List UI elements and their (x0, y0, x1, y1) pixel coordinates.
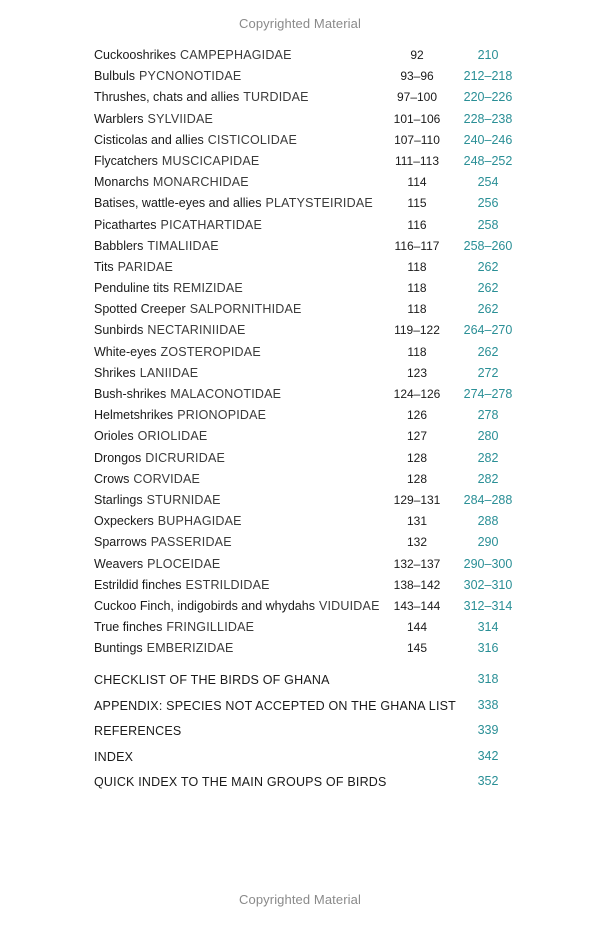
contents-row[interactable] (94, 597, 534, 618)
entry-name (94, 90, 309, 104)
family-name: PLOCEIDAE (147, 556, 221, 571)
entry-name (94, 218, 262, 232)
plate-numbers: 145 (406, 641, 428, 656)
family-name: CAMPEPHAGIDAE (179, 48, 292, 62)
contents-row[interactable] (94, 512, 534, 533)
plate-numbers: 118 (407, 259, 427, 274)
entry-name (94, 133, 297, 147)
back-matter-row[interactable] (94, 721, 534, 747)
contents-row[interactable] (94, 131, 534, 152)
family-name: SALPORNITHIDAE (189, 302, 302, 317)
family-name: BUPHAGIDAE (157, 514, 242, 529)
plate-numbers: 118 (407, 344, 427, 359)
page-numbers[interactable]: 248–252 (463, 153, 513, 168)
page-numbers[interactable]: 282 (477, 450, 499, 465)
common-name: Buntings (94, 641, 143, 656)
entry-name (94, 493, 221, 507)
contents-row[interactable] (94, 152, 534, 173)
family-name: PASSERIDAE (150, 535, 232, 550)
page-numbers[interactable]: 256 (477, 196, 499, 211)
contents-row[interactable] (94, 470, 534, 491)
page-numbers[interactable]: 316 (477, 641, 499, 656)
back-matter-row[interactable] (94, 696, 534, 722)
family-name: PLATYSTEIRIDAE (265, 196, 373, 211)
common-name: Sunbirds (94, 323, 144, 338)
entry-name (94, 557, 220, 571)
page-numbers[interactable]: 258–260 (463, 238, 513, 253)
entry-name (94, 175, 249, 189)
family-name: ORIOLIDAE (137, 429, 208, 444)
plate-numbers: 107–110 (394, 132, 440, 147)
entry-name (94, 620, 254, 634)
contents-row[interactable] (94, 300, 534, 321)
contents-row[interactable] (94, 67, 534, 88)
plate-numbers: 116 (407, 217, 427, 232)
contents-row[interactable] (94, 216, 534, 237)
contents-row[interactable] (94, 321, 534, 342)
page-numbers[interactable]: 262 (477, 281, 499, 296)
page-numbers[interactable]: 210 (477, 48, 499, 62)
contents-row[interactable] (94, 576, 534, 597)
page-numbers[interactable]: 312–314 (463, 598, 513, 613)
plate-numbers: 97–100 (396, 90, 438, 105)
common-name: Oxpeckers (94, 514, 154, 529)
entry-name (94, 196, 373, 210)
plate-numbers: 132–137 (393, 556, 441, 571)
plate-numbers: 131 (406, 514, 428, 529)
entry-name (94, 281, 243, 295)
back-matter-title: INDEX (94, 749, 134, 764)
plate-numbers: 143–144 (393, 598, 441, 613)
common-name: Drongos (94, 450, 142, 465)
plate-numbers: 111–113 (394, 153, 440, 168)
entry-name (94, 112, 213, 126)
back-matter-page[interactable]: 352 (477, 774, 499, 788)
page-numbers[interactable]: 290–300 (463, 556, 513, 571)
entry-name (94, 302, 302, 316)
common-name: Babblers (94, 238, 144, 253)
contents-row[interactable] (94, 110, 534, 131)
back-matter-row[interactable] (94, 747, 534, 773)
common-name: Warblers (94, 111, 144, 126)
family-name: PICATHARTIDAE (160, 217, 262, 232)
plate-numbers: 124–126 (393, 387, 441, 401)
entry-name (94, 323, 246, 337)
common-name: True finches (94, 620, 163, 635)
entry-name (94, 154, 259, 168)
plate-numbers: 93–96 (400, 69, 434, 84)
page-numbers[interactable]: 220–226 (463, 90, 513, 105)
plate-numbers: 118 (407, 281, 427, 296)
family-name: CISTICOLIDAE (207, 132, 298, 147)
page-numbers[interactable]: 274–278 (463, 387, 513, 401)
contents-row[interactable] (94, 618, 534, 639)
common-name: Weavers (94, 556, 144, 571)
back-matter-row[interactable] (94, 772, 534, 798)
contents-list (94, 46, 534, 660)
entry-name (94, 472, 200, 486)
family-name: NECTARINIIDAE (147, 323, 246, 338)
family-name: TURDIDAE (243, 90, 309, 105)
contents-row[interactable] (94, 194, 534, 215)
entry-name (94, 514, 242, 528)
page-numbers[interactable]: 314 (477, 620, 499, 635)
back-matter-title: REFERENCES (94, 724, 182, 738)
page-numbers[interactable]: 262 (477, 259, 499, 274)
contents-row[interactable] (94, 237, 534, 258)
back-matter-title: QUICK INDEX TO THE MAIN GROUPS OF BIRDS (94, 775, 387, 789)
contents-row[interactable] (94, 427, 534, 448)
entry-name (94, 239, 219, 253)
contents-row[interactable] (94, 639, 534, 660)
page-numbers[interactable]: 302–310 (463, 577, 513, 592)
entry-name (94, 599, 380, 613)
page-numbers[interactable]: 278 (477, 408, 499, 423)
family-name: PRIONOPIDAE (177, 408, 267, 423)
common-name: Cisticolas and allies (94, 132, 204, 147)
common-name: Sparrows (94, 535, 147, 550)
contents-row[interactable] (94, 555, 534, 576)
back-matter-page[interactable]: 338 (477, 697, 499, 712)
back-matter-page[interactable]: 342 (477, 748, 499, 763)
plate-numbers: 128 (406, 450, 428, 465)
page-numbers[interactable]: 212–218 (463, 69, 513, 84)
page-numbers[interactable]: 228–238 (463, 111, 513, 126)
plate-numbers: 119–122 (394, 323, 440, 338)
plate-numbers: 101–106 (393, 111, 441, 126)
back-matter-title: APPENDIX: SPECIES NOT ACCEPTED ON THE GHANA LIST (94, 698, 457, 713)
common-name: White-eyes (94, 344, 157, 359)
page-numbers[interactable]: 282 (477, 471, 499, 486)
page-numbers[interactable]: 258 (477, 217, 499, 232)
page-numbers[interactable]: 284–288 (463, 492, 513, 507)
family-name: REMIZIDAE (173, 281, 243, 296)
common-name: Crows (94, 471, 130, 486)
family-name: TIMALIIDAE (147, 238, 219, 253)
plate-numbers: 126 (406, 408, 428, 423)
family-name: MONARCHIDAE (152, 175, 249, 190)
plate-numbers: 123 (406, 365, 428, 380)
entry-name (94, 451, 225, 465)
family-name: EMBERIZIDAE (146, 641, 234, 656)
plate-numbers: 92 (410, 48, 424, 62)
entry-name (94, 69, 241, 83)
family-name: ZOSTEROPIDAE (160, 344, 261, 359)
page-numbers[interactable]: 290 (477, 535, 499, 550)
common-name: Tits (94, 259, 114, 274)
family-name: STURNIDAE (146, 492, 221, 507)
family-name: LANIIDAE (139, 365, 199, 380)
entry-name (94, 260, 173, 274)
common-name: Monarchs (94, 175, 149, 190)
contents-row[interactable] (94, 385, 534, 406)
plate-numbers: 116–117 (394, 238, 440, 253)
back-matter-page[interactable]: 339 (477, 723, 499, 737)
copyright-watermark-bottom: Copyrighted Material (239, 892, 361, 907)
copyright-watermark-top: Copyrighted Material (239, 16, 361, 31)
page-numbers[interactable]: 240–246 (463, 132, 513, 147)
family-name: SYLVIIDAE (147, 111, 214, 126)
contents-row[interactable] (94, 258, 534, 279)
plate-numbers: 115 (407, 196, 427, 211)
plate-numbers: 138–142 (393, 577, 441, 592)
page-numbers[interactable]: 264–270 (463, 323, 513, 338)
entry-name (94, 429, 207, 443)
plate-numbers: 118 (407, 302, 427, 317)
common-name: Spotted Creeper (94, 302, 186, 317)
common-name: Penduline tits (94, 281, 170, 296)
common-name: Helmetshrikes (94, 408, 174, 423)
plate-numbers: 129–131 (393, 492, 441, 507)
contents-row[interactable] (94, 343, 534, 364)
family-name: PYCNONOTIDAE (139, 69, 242, 84)
common-name: Estrildid finches (94, 577, 182, 592)
back-matter-list (94, 670, 534, 798)
plate-numbers: 144 (406, 620, 428, 635)
family-name: VIDUIDAE (318, 598, 380, 613)
plate-numbers: 128 (406, 471, 428, 486)
common-name: Shrikes (94, 365, 136, 380)
entry-name (94, 578, 270, 592)
back-matter-title: CHECKLIST OF THE BIRDS OF GHANA (94, 673, 330, 687)
page-numbers[interactable]: 280 (477, 429, 499, 444)
page-numbers[interactable]: 262 (477, 302, 499, 317)
page-numbers[interactable]: 288 (477, 514, 499, 529)
common-name: Bulbuls (94, 69, 135, 84)
family-name: ESTRILDIDAE (185, 577, 270, 592)
common-name: Bush-shrikes (94, 387, 167, 401)
entry-name (94, 408, 266, 422)
contents-row[interactable] (94, 364, 534, 385)
plate-numbers: 132 (406, 535, 428, 550)
common-name: Cuckooshrikes (94, 48, 176, 62)
contents-row[interactable] (94, 173, 534, 194)
entry-name (94, 366, 198, 380)
contents-row[interactable] (94, 491, 534, 512)
common-name: Picathartes (94, 217, 157, 232)
page-numbers[interactable]: 272 (477, 365, 499, 380)
common-name: Starlings (94, 492, 143, 507)
common-name: Batises, wattle-eyes and allies (94, 196, 262, 211)
entry-name (94, 345, 261, 359)
entry-name (94, 387, 281, 401)
contents-row[interactable] (94, 533, 534, 554)
back-matter-page[interactable]: 318 (477, 672, 499, 686)
family-name: DICRURIDAE (145, 450, 226, 465)
family-name: PARIDAE (117, 259, 174, 274)
entry-name (94, 535, 232, 549)
common-name: Flycatchers (94, 153, 158, 168)
contents-row[interactable] (94, 449, 534, 470)
page-numbers[interactable]: 254 (477, 175, 499, 190)
common-name: Orioles (94, 429, 134, 444)
family-name: MUSCICAPIDAE (161, 153, 260, 168)
entry-name (94, 48, 292, 62)
back-matter-row[interactable] (94, 670, 534, 696)
contents-row[interactable] (94, 88, 534, 109)
family-name: CORVIDAE (133, 471, 201, 486)
plate-numbers: 127 (406, 429, 428, 444)
contents-row[interactable] (94, 279, 534, 300)
contents-row[interactable] (94, 406, 534, 427)
family-name: FRINGILLIDAE (166, 620, 255, 635)
entry-name (94, 641, 234, 655)
common-name: Thrushes, chats and allies (94, 90, 240, 105)
common-name: Cuckoo Finch, indigobirds and whydahs (94, 598, 315, 613)
plate-numbers: 114 (407, 175, 427, 190)
contents-row[interactable] (94, 46, 534, 67)
page-numbers[interactable]: 262 (477, 344, 499, 359)
family-name: MALACONOTIDAE (170, 387, 282, 401)
